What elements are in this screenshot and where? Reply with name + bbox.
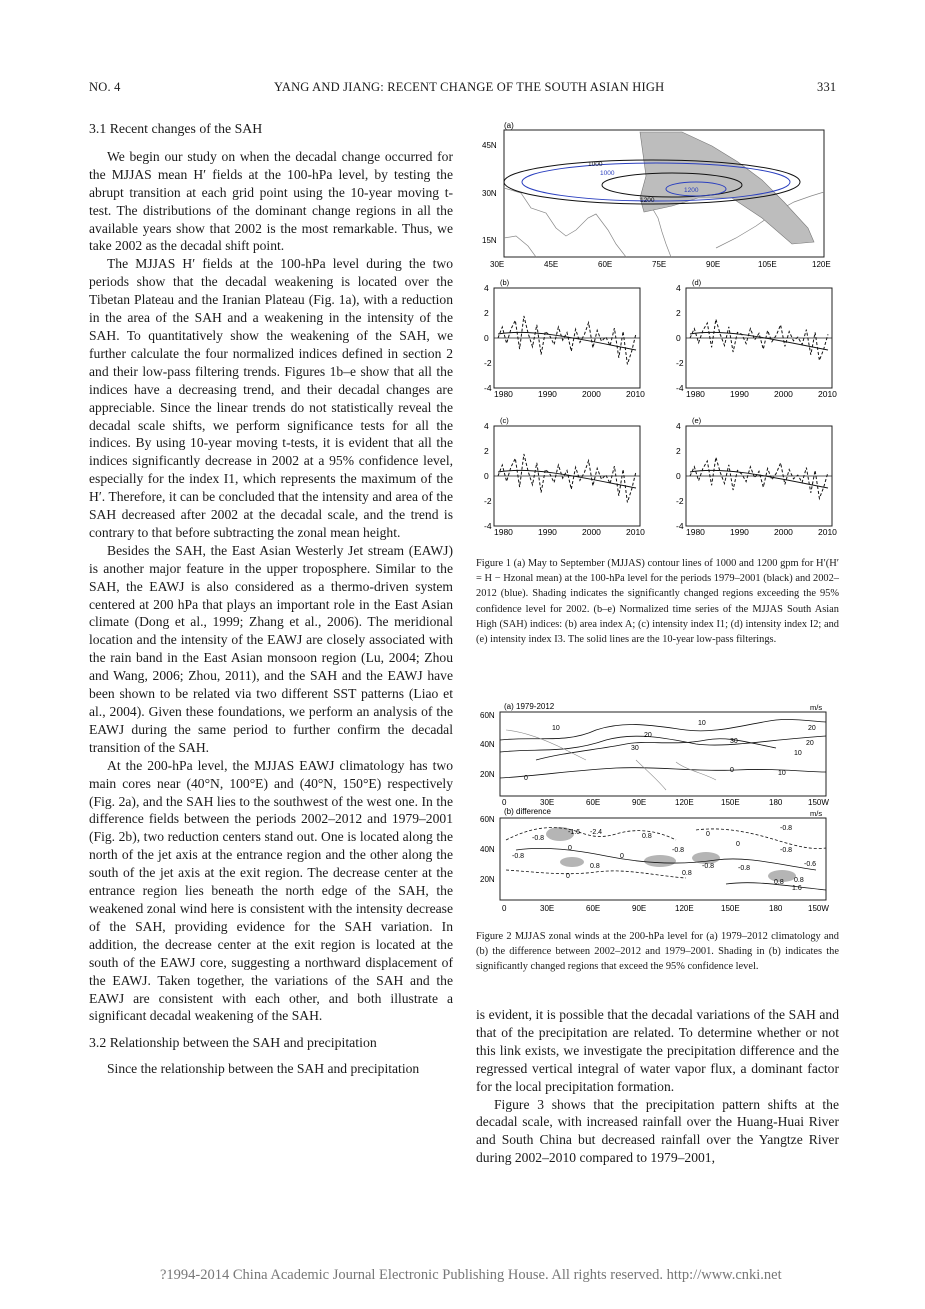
x-tick-label: 2000 [582,389,601,399]
section-3-2-heading: 3.2 Relationship between the SAH and precipitation [89,1035,377,1051]
running-title: YANG AND JIANG: RECENT CHANGE OF THE SOUTH ASIAN HIGH [274,80,665,94]
figure2-caption: Figure 2 MJJAS zonal winds at the 200-hPa level for (a) 1979–2012 climatology and (b) the difference between 2002–2012 and 1979–2001. Shading in (b) indicates the significantly changed regions that exceed the 95% confidence level. [476,931,839,973]
contour-label: 10 [552,725,560,732]
significance-shading [560,857,584,867]
map-label: (a) [504,121,514,130]
x-tick-label: 2010 [626,527,645,537]
lon-label: 105E [758,260,777,269]
y-tick-label: 4 [676,421,681,431]
y-tick-label: -4 [676,521,684,531]
contour-label: 30 [730,738,738,745]
paragraph: At the 200-hPa level, the MJJAS EAWJ climatology has two main cores near (40°N, 100°E) and (40°N, 150°E) respectively (Fig. 2a), and the SAH lies to the southwest of the west one. In the difference fields between the periods 2002–2012 and 1979–2001 (Fig. 2b), two reduction centers stand out. One is located along the north of the jet axis at the entrance region and the other along the south of the jet axis at the exit region. The decrease center at the entrance region lies beneath the north edge of the SAH, the weakened zonal wind here is consistent with the intensity decrease of the SAH, providing evidence for the SAH variation. In addition, the decrease center at the exit region is located at the south of the EAWJ core, suggesting a northward displacement of the EAWJ. Taken together, the variations of the SAH and the EAWJ are consistent with each other, and both illustrate a significant decadal weakening of the SAH. [89,757,453,1024]
contour-label: 10 [698,720,706,727]
lat-label: 40N [480,845,495,854]
paragraph: Since the relationship between the SAH and precipitation [107,1061,420,1077]
figure2 [476,700,840,918]
x-tick-label: 1990 [730,389,749,399]
x-tick-label: 1990 [730,527,749,537]
x-tick-label: 1990 [538,389,557,399]
lon-label: 150E [721,904,740,913]
coastline [504,236,536,257]
panel-label: (e) [692,416,702,425]
lon-label: 150E [721,798,740,807]
contour-label: 0 [736,841,740,848]
paragraph: Besides the SAH, the East Asian Westerly Jet stream (EAWJ) is another major feature in the upper troposphere. Similar to the SAH, the EAWJ is also considered as a thermo-driven system centered at 200 hPa that plays an important role in the East Asian climate (Dong et al., 1999; Zhang et al., 2006). The meridional location and the intensity of the EAWJ are closely associated with the rain band in the East Asian monsoon region (Lu, 2004; Zhou and Wang, 2006; Zhou, 2011), and the SAH and the EAWJ have been shown to be related via two different SST patterns (Liao et al., 2004). Given these foundations, we perform an analysis of the EAWJ during the same period to further confirm the decadal transition of the SAH. [89,542,453,755]
x-tick-label: 2010 [818,527,837,537]
contour-label: 0 [566,873,570,880]
journal-issue: NO. 4 [89,80,121,94]
panel-label: (b) [500,278,510,287]
contour-label: 0 [568,845,572,852]
figure1-timeseries [476,274,840,540]
y-tick-label: 4 [676,283,681,293]
significance-shading [644,855,676,867]
lon-label: 180 [769,798,783,807]
contour-label: -0.8 [780,847,793,854]
contour-label: -0.8 [532,835,545,842]
lat-label: 30N [482,189,497,198]
contour-label: 1200 [684,187,699,194]
y-tick-label: 2 [676,446,681,456]
contour-label: 0.8 [774,879,784,886]
contour-label: -0.8 [672,847,685,854]
contour-label: -1.6 [568,829,581,836]
contour [500,719,826,740]
x-tick-label: 2000 [774,527,793,537]
panel-label: (d) [692,278,702,287]
x-tick-label: 2010 [626,389,645,399]
index-series [690,457,828,498]
lon-label: 30E [490,260,505,269]
contour-label: 10 [778,770,786,777]
lon-label: 90E [632,798,647,807]
y-tick-label: -2 [676,496,684,506]
x-tick-label: 1980 [686,527,705,537]
y-tick-label: 4 [484,421,489,431]
lat-label: 45N [482,141,497,150]
y-tick-label: 2 [484,446,489,456]
contour [696,829,826,849]
coastline [506,730,586,760]
lon-label: 120E [812,260,831,269]
lon-label: 90E [632,904,647,913]
lon-label: 90E [706,260,721,269]
contour-label: 10 [794,750,802,757]
contour-label: -0.8 [512,853,525,860]
contour-label: 1000 [600,170,615,177]
y-tick-label: 2 [484,308,489,318]
contour-label: -0.8 [780,825,793,832]
contour-label: 30 [631,745,639,752]
paragraph: The MJJAS H′ fields at the 100-hPa level during the two periods show that the decadal weakening is located over the Tibetan Plateau and the Iranian Plateau (Fig. 1a), with a reduction in the area of the SAH and a weakening in the intensity of the SAH. To quantitatively show the weakening of the SAH, we further calculate the four normalized indices defined in section 2 and their low-pass filtering trends. Figures 1b–e show that all the indices have a decreasing trend, and their decadal changes are appreciable. Since the linear trends do not statistically reveal the decadal scale shifts, we perform significance tests for all the indices. By using 10-year moving t-tests, it is evident that all the indices significantly decrease in 2002 at a 95% confidence level, especially for the index I1, which represents the maximum of the H′. Therefore, it can be concluded that the intensity and area of the SAH decreased after 2002 at the decadal scale, and the trend is contrary to that before subtracting the zonal mean height. [89,256,453,540]
left-column [89,118,453,1078]
contour-label: -0.8 [738,865,751,872]
right-column [476,1006,839,1167]
contour-label: 0 [620,853,624,860]
contour-label: 0 [706,831,710,838]
contour-label: 0.8 [590,863,600,870]
contour-label: 0 [524,775,528,782]
page-number: 331 [817,80,837,94]
coastline [504,188,626,257]
y-tick-label: -4 [484,383,492,393]
lat-label: 20N [480,875,495,884]
figure1-map [476,118,840,270]
lon-label: 120E [675,904,694,913]
y-tick-label: 0 [484,333,489,343]
lon-label: 0 [502,904,507,913]
y-tick-label: 0 [484,471,489,481]
panel-a-frame [500,712,826,796]
contour-label: -0.6 [804,861,817,868]
contour-label: -0.8 [702,863,715,870]
contour-label: -2.4 [590,829,603,836]
contour-label: 0.8 [642,833,652,840]
x-tick-label: 2000 [582,527,601,537]
y-tick-label: -4 [676,383,684,393]
coastline [651,206,671,257]
figure1-caption: Figure 1 (a) May to September (MJJAS) contour lines of 1000 and 1200 gpm for H′(H′ = H − Hzonal mean) at the 100-hPa level for the periods 1979–2001 (black) and 2002–2012 (blue). Shading indicates the significantly changed regions exceeding the 95% confidence level for 2002. (b–e) Normalized time series of the MJJAS South Asian High (SAH) indices: (b) area index A; (c) intensity index I1; (d) intensity index I2; and (e) intensity index I3. The solid lines are the 10-year low-pass filterings. [476,558,839,646]
lon-label: 120E [675,798,694,807]
index-series [690,319,828,360]
units-label: m/s [810,809,823,818]
x-tick-label: 2000 [774,389,793,399]
x-tick-label: 1980 [686,389,705,399]
contour-label: 0 [730,767,734,774]
contour-label: 20 [808,725,816,732]
lat-label: 40N [480,740,495,749]
x-tick-label: 1980 [494,527,513,537]
y-tick-label: 0 [676,333,681,343]
contour-label: 1.6 [792,885,802,892]
lat-label: 60N [480,711,495,720]
index-series [498,454,636,502]
y-tick-label: 2 [676,308,681,318]
lat-label: 60N [480,815,495,824]
lon-label: 45E [544,260,559,269]
lon-label: 30E [540,798,555,807]
lon-label: 60E [586,904,601,913]
paragraph: Figure 3 shows that the precipitation pattern shifts at the decadal scale, with increased rainfall over the Huang-Huai River and South China but decreased rainfall over the Yangtze River during 2002–2010 compared to 1979–2001, [476,1096,839,1166]
lon-label: 150W [808,904,829,913]
lon-label: 60E [598,260,613,269]
copyright-footer: ?1994-2014 China Academic Journal Electronic Publishing House. All rights reserved. http://www.cnki.net [160,1267,782,1283]
lon-label: 180 [769,904,783,913]
y-tick-label: -2 [676,358,684,368]
x-tick-label: 1990 [538,527,557,537]
contour [536,739,776,760]
contour-label: 0.8 [682,870,692,877]
contour [506,870,686,878]
panel-a-label: (a) 1979-2012 [504,702,555,711]
coastline [636,760,716,790]
contour-label: 20 [806,740,814,747]
lon-label: 30E [540,904,555,913]
paragraph: We begin our study on when the decadal change occurred for the MJJAS mean H′ fields at the 100-hPa level, by testing the abrupt transition at each grid point using the 10-year moving t-test. The distributions of the dominant change regions in all the available years show that 2002 is the most remarkable. Thus, we take 2002 as the decadal shift point. [89,148,453,254]
y-tick-label: -4 [484,521,492,531]
panel-b-label: (b) difference [504,807,551,816]
paragraph: is evident, it is possible that the decadal variations of the SAH and that of the precipitation are related. To determine whether or not this link exists, we investigate the precipitation difference and the regressed vertical integral of water vapor flux, a dominant factor for the local precipitation formation. [476,1007,839,1094]
lon-label: 150W [808,798,829,807]
section-3-1-heading: 3.1 Recent changes of the SAH [89,121,263,136]
index-series [498,316,636,364]
x-tick-label: 2010 [818,389,837,399]
lon-label: 75E [652,260,667,269]
x-tick-label: 1980 [494,389,513,399]
panel-label: (c) [500,416,509,425]
contour-label: 0.8 [794,877,804,884]
y-tick-label: 4 [484,283,489,293]
lat-label: 15N [482,236,497,245]
contour-label: 1200 [640,197,655,204]
units-label: m/s [810,703,823,712]
lon-label: 0 [502,798,507,807]
contour-label: 20 [644,732,652,739]
y-tick-label: 0 [676,471,681,481]
contour-label: 1000 [588,161,603,168]
y-tick-label: -2 [484,496,492,506]
lowpass-series [498,332,636,350]
y-tick-label: -2 [484,358,492,368]
lon-label: 60E [586,798,601,807]
lowpass-series [498,470,636,488]
lat-label: 20N [480,770,495,779]
